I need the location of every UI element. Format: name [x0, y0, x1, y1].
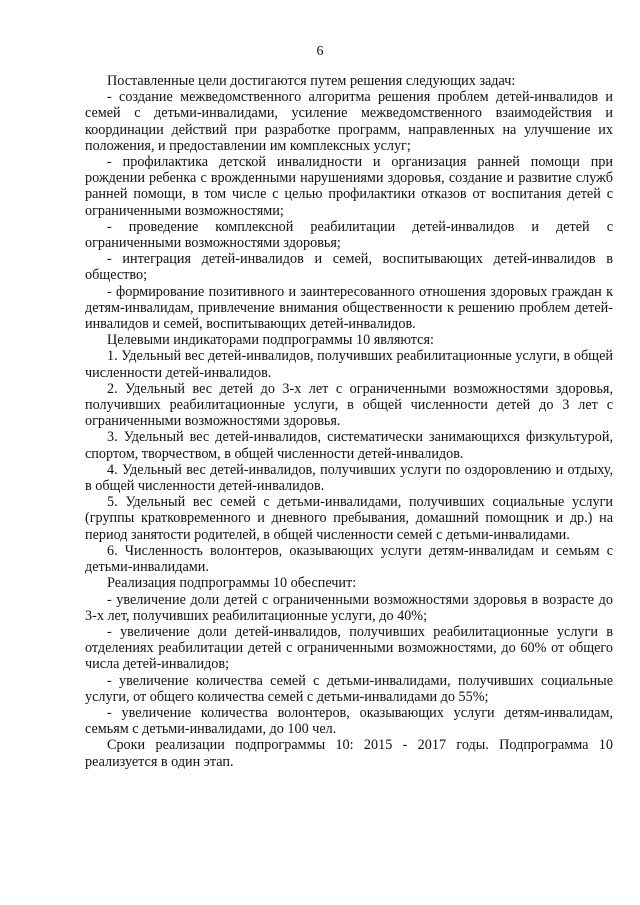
paragraph-task-2: - профилактика детской инвалидности и организация ранней помощи при рождении ребенка с врожденными нарушениями здоровья, создание и развитие служб ранней помощи, в том числе с целью профилактики отказов от воспитания детей с ограниченными возможностями;	[85, 154, 613, 219]
paragraph-indicators-heading: Целевыми индикаторами подпрограммы 10 являются:	[107, 332, 434, 349]
paragraph-task-4: - интеграция детей-инвалидов и семей, воспитывающих детей-инвалидов в общество;	[85, 251, 613, 284]
paragraph-intro: Поставленные цели достигаются путем решения следующих задач:	[107, 73, 516, 89]
paragraph-indicator-4: 4. Удельный вес детей-инвалидов, получивших услуги по оздоровлению и отдыху, в общей численности детей-инвалидов.	[85, 461, 613, 495]
paragraph-indicator-3: 3. Удельный вес детей-инвалидов, систематически занимающихся физкультурой, спортом, творчеством, в общей численности детей-инвалидов.	[85, 429, 613, 462]
paragraph-result-4: - увеличение количества волонтеров, оказывающих услуги детям-инвалидам, семьям с детьми-инвалидами, до 100 чел.	[85, 704, 613, 738]
paragraph-results-heading: Реализация подпрограммы 10 обеспечит:	[107, 575, 357, 592]
page-content	[85, 73, 613, 770]
paragraph-timeline: Сроки реализации подпрограммы 10: 2015 - 2017 годы. Подпрограмма 10 реализуется в один этап.	[85, 737, 613, 770]
paragraph-indicator-6: 6. Численность волонтеров, оказывающих услуги детям-инвалидам и семьям с детьми-инвалидами.	[85, 542, 613, 576]
paragraph-task-5: - формирование позитивного и заинтересованного отношения здоровых граждан к детям-инвалидам, привлечение внимания общественности к решению проблем детей-инвалидов и семей, воспитывающих детей-инвалидов.	[85, 283, 613, 333]
paragraph-task-3: - проведение комплексной реабилитации детей-инвалидов и детей с ограниченными возможностями здоровья;	[85, 218, 613, 252]
paragraph-indicator-1: 1. Удельный вес детей-инвалидов, получивших реабилитационные услуги, в общей численности детей-инвалидов.	[85, 348, 613, 381]
paragraph-task-1: - создание межведомственного алгоритма решения проблем детей-инвалидов и семей с детьми-инвалидами, усиление межведомственного взаимодействия и координации действий при разработке программ, направленных на улучшение их положения, и предоставлении им комплексных услуг;	[85, 89, 613, 154]
paragraph-indicator-2: 2. Удельный вес детей до 3-х лет с ограниченными возможностями здоровья, получивших реабилитационные услуги, в общей численности детей до 3 лет с ограниченными возможностями здоровья.	[85, 380, 613, 430]
paragraph-result-2: - увеличение доли детей-инвалидов, получивших реабилитационные услуги в отделениях реабилитации детей с ограниченными возможностями, до 60% от общего числа детей-инвалидов;	[85, 623, 613, 673]
paragraph-result-3: - увеличение количества семей с детьми-инвалидами, получивших социальные услуги, от общего количества семей с детьми-инвалидами до 55%;	[85, 672, 613, 705]
paragraph-result-1: - увеличение доли детей с ограниченными возможностями здоровья в возрасте до 3-х лет, получивших реабилитационные услуги, до 40%;	[85, 591, 613, 624]
page-number: 6	[316, 44, 324, 59]
paragraph-indicator-5: 5. Удельный вес семей с детьми-инвалидами, получивших социальные услуги (группы кратковременного и дневного пребывания, домашний помощник и др.) на период занятости родителей, в общей численности семей с детьми-инвалидами.	[85, 494, 613, 543]
